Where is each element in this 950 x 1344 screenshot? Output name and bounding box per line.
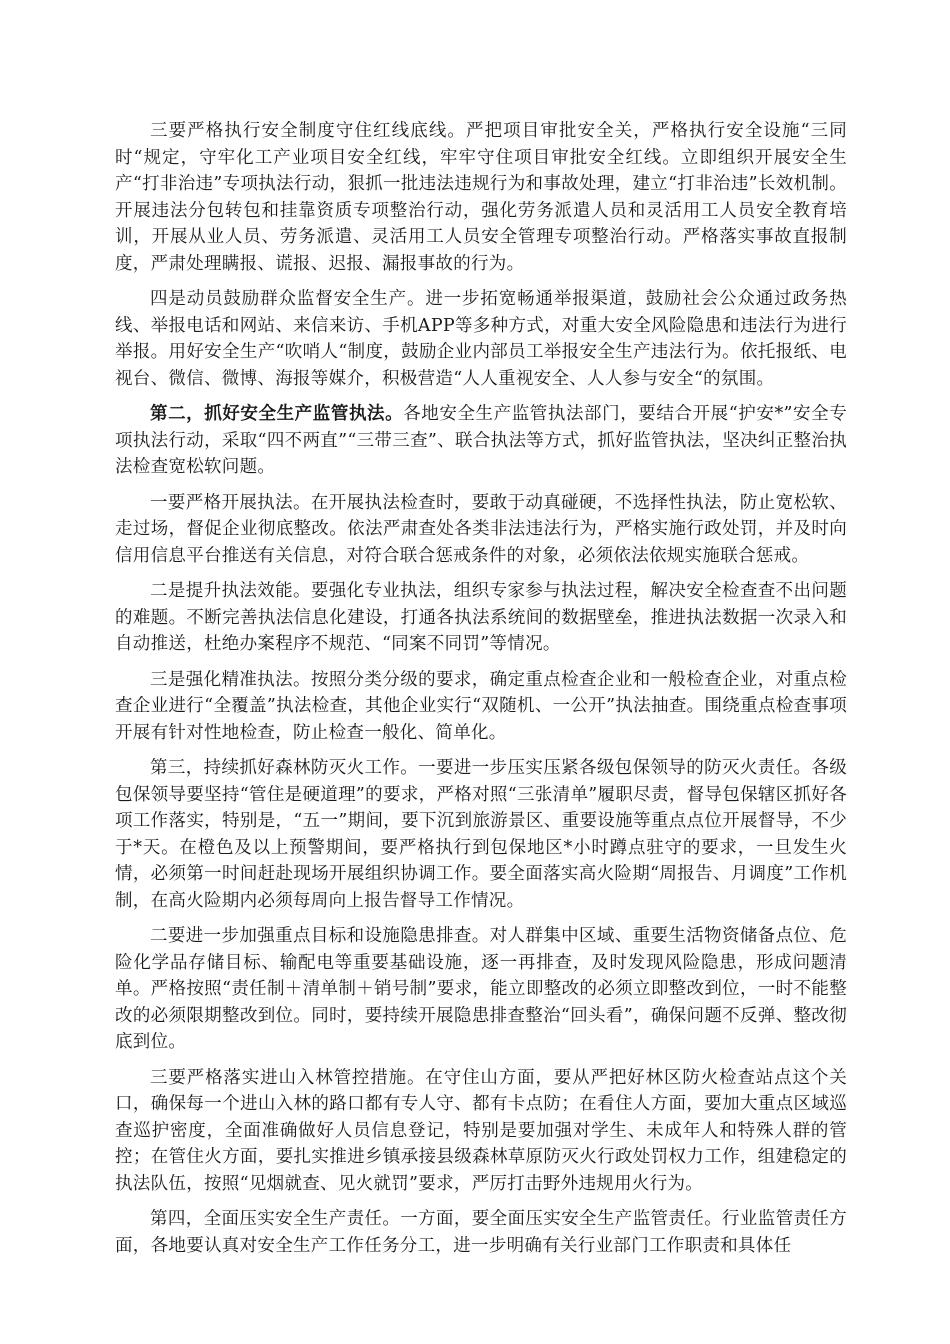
paragraph-7	[115, 755, 847, 914]
paragraph-4-text: 一要严格开展执法。在开展执法检查时，要敢于动真碰硬，不选择性执法，防止宽松软、走过场，督促企业彻底整改。依法严肃查处各类非法违法行为，严格实施行政处罚，并及时向信用信息平台推送有关信息，对符合联合惩戒条件的对象，必须依法依规实施联合惩戒。	[115, 492, 847, 566]
paragraph-2-text: 四是动员鼓励群众监督安全生产。进一步拓宽畅通举报渠道，鼓励社会公众通过政务热线、举报电话和网站、来信来访、手机APP等多种方式，对重大安全风险隐患和违法行为进行举报。用好安全生产“吹哨人“制度，鼓励企业内部员工举报安全生产违法行为。依托报纸、电视台、微信、微博、海报等媒介，积极营造“人人重视安全、人人参与安全“的氛围。	[115, 289, 847, 389]
paragraph-8-text: 二要进一步加强重点目标和设施隐患排查。对人群集中区域、重要生活物资储备点位、危险化学品存储目标、输配电等重要基础设施，逐一再排查，及时发现风险隐患，形成问题清单。严格按照“责任制＋清单制＋销号制”要求，能立即整改的必须立即整改到位，一时不能整改的必须限期整改到位。同时，要持续开展隐患排查整治“回头看”，确保问题不反弹、整改彻底到位。	[115, 926, 847, 1052]
paragraph-9	[115, 1065, 847, 1198]
paragraph-10-text: 第四，全面压实安全生产责任。一方面，要全面压实安全生产监管责任。行业监管责任方面，各地要认真对安全生产工作任务分工，进一步明确有关行业部门工作职责和具体任	[115, 1209, 847, 1256]
paragraph-1-text: 三要严格执行安全制度守住红线底线。严把项目审批安全关，严格执行安全设施“三同时“规定，守牢化工产业项目安全红线，牢牢守住项目审批安全红线。立即组织开展安全生产“打非治违”专项执法行动，狠抓一批违法违规行为和事故处理，建立“打非治违”长效机制。开展违法分包转包和挂靠资质专项整治行动，强化劳务派遣人员和灵活用工人员安全教育培训，开展从业人员、劳务派遣、灵活用工人员安全管理专项整治行动。严格落实事故直报制度，严肃处理瞒报、谎报、迟报、漏报事故的行为。	[115, 121, 847, 274]
paragraph-9-text: 三要严格落实进山入林管控措施。在守住山方面，要从严把好林区防火检查站点这个关口，确保每一个进山入林的路口都有专人守、都有卡点防；在看住人方面，要加大重点区域巡查巡护密度，全面准确做好人员信息登记，特别是要加强对学生、未成年人和特殊人群的管控；在管住火方面，要扎实推进乡镇承接县级森林草原防灭火行政处罚权力工作，组建稳定的执法队伍，按照“见烟就查、见火就罚”要求，严厉打击野外违规用火行为。	[115, 1067, 847, 1194]
paragraph-3-text: 各地安全生产监管执法部门，要结合开展“护安*”安全专项执法行动，采取“四不两直”“三带三查”、联合执法等方式，抓好监管执法，坚决纠正整治执法检查宽松软问题。	[115, 404, 847, 477]
document-body	[115, 118, 847, 1266]
paragraph-5	[115, 578, 847, 658]
paragraph-10	[115, 1206, 847, 1259]
section-heading-lead: 第二，抓好安全生产监管执法。	[150, 404, 404, 424]
paragraph-6	[115, 667, 847, 747]
paragraph-6-text: 三是强化精准执法。按照分类分级的要求，确定重点检查企业和一般检查企业，对重点检查企业进行“全覆盖”执法检查，其他企业实行“双随机、一公开”执法抽查。围绕重点检查事项开展有针对性地检查，防止检查一般化、简单化。	[115, 669, 847, 743]
paragraph-4	[115, 490, 847, 570]
paragraph-1	[115, 118, 847, 277]
paragraph-5-text: 二是提升执法效能。要强化专业执法，组织专家参与执法过程，解决安全检查查不出问题的难题。不断完善执法信息化建设，打通各执法系统间的数据壁垒，推进执法数据一次录入和自动推送，杜绝办案程序不规范、“同案不同罚”等情况。	[115, 581, 847, 654]
paragraph-7-text: 第三，持续抓好森林防灭火工作。一要进一步压实压紧各级包保领导的防灭火责任。各级包保领导要坚持“管住是硬道理”的要求，严格对照“三张清单”履职尽责，督导包保辖区抓好各项工作落实，特别是，“五一”期间，要下沉到旅游景区、重要设施等重点点位开展督导，不少于*天。在橙色及以上预警期间，要严格执行到包保地区*小时蹲点驻守的要求，一旦发生火情，必须第一时间赶赴现场开展组织协调工作。要全面落实高火险期“周报告、月调度”工作机制，在高火险期内必须每周向上报告督导工作情况。	[115, 758, 847, 911]
paragraph-8	[115, 923, 847, 1056]
paragraph-2	[115, 286, 847, 392]
paragraph-3-section-heading	[115, 401, 847, 481]
